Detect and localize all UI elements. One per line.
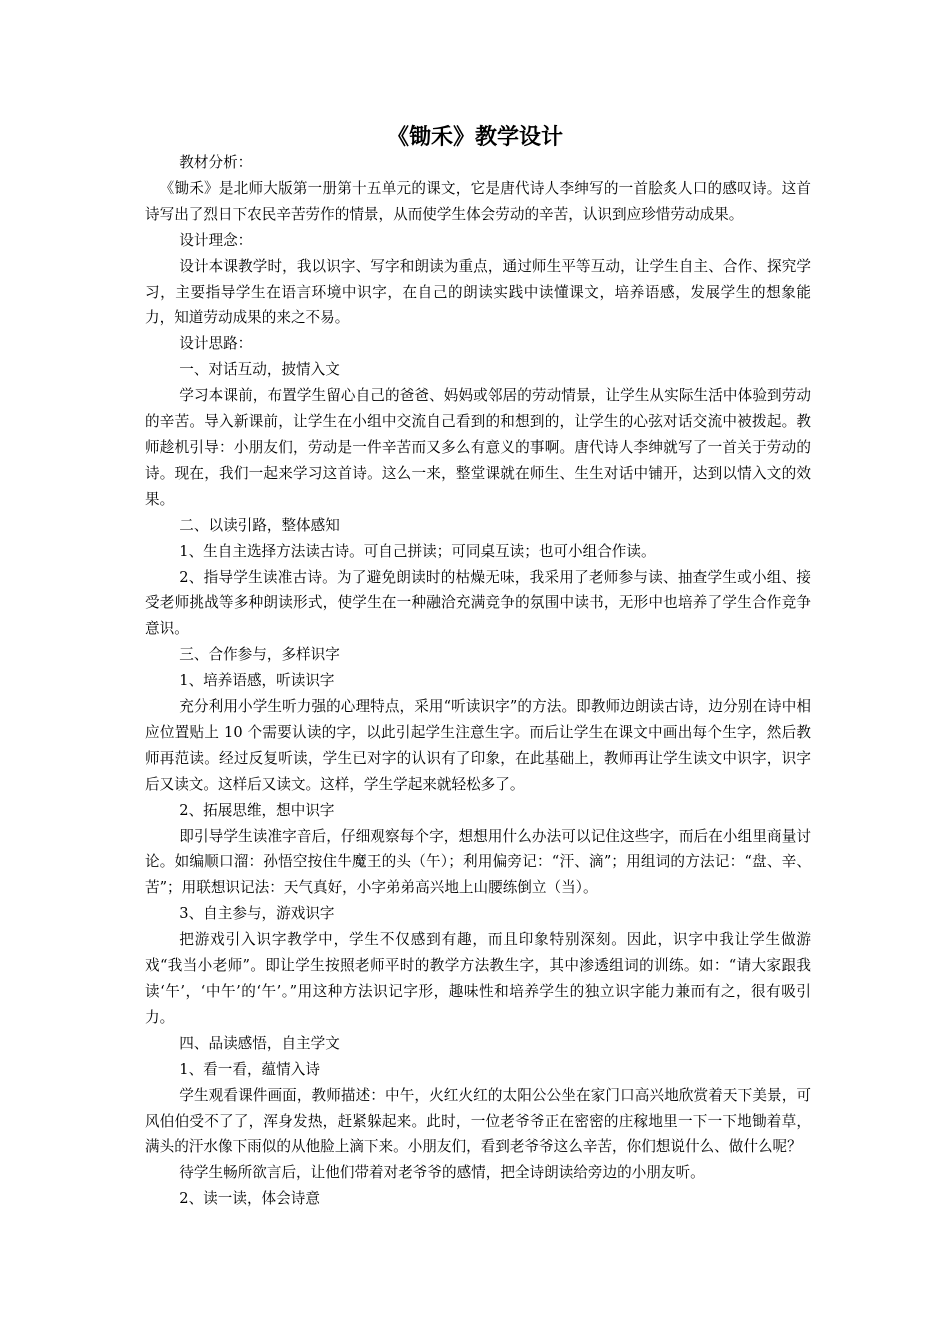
- paragraph: 设计本课教学时，我以识字、写字和朗读为重点，通过师生平等互动，让学生自主、合作、探究学习，主要指导学生在语言环境中识字，在自己的朗读实践中读懂课文，培养语感，发展学生的想象能力，知道劳动成果的来之不易。: [145, 257, 811, 327]
- paragraph: 充分利用小学生听力强的心理特点，采用“听读识字”的方法。即教师边朗读古诗，边分别在诗中相应位置贴上 10 个需要认读的字，以此引起学生注意生字。而后让学生在课文中画出每个生字，然后教师再范读。经过反复听读，学生已对字的认识有了印象，在此基础上，教师再让学生读文中识字，识字后又读文。这样后又读文。这样，学生学起来就轻松多了。: [145, 698, 811, 793]
- paragraph: 2、读一读，体会诗意: [179, 1190, 320, 1208]
- paragraph: 二、以读引路，整体感知: [179, 516, 340, 534]
- paragraph: 1、生自主选择方法读古诗。可自己拼读；可同桌互读；也可小组合作读。: [179, 542, 656, 560]
- paragraph: 2、指导学生读准古诗。为了避免朗读时的枯燥无味，我采用了老师参与读、抽查学生或小组、接受老师挑战等多种朗读形式，使学生在一种融洽充满竞争的氛围中读书，无形中也培养了学生合作竞争意识。: [145, 568, 811, 638]
- paragraph: 三、合作参与，多样识字: [179, 646, 340, 664]
- paragraph: 一、对话互动，披情入文: [179, 361, 340, 379]
- paragraph: 1、培养语感，听读识字: [179, 672, 335, 690]
- paragraph: 学习本课前，布置学生留心自己的爸爸、妈妈或邻居的劳动情景，让学生从实际生活中体验到劳动的辛苦。导入新课前，让学生在小组中交流自己看到的和想到的，让学生的心弦对话交流中被拨起。教师趁机引导：小朋友们，劳动是一件辛苦而又多么有意义的事啊。唐代诗人李绅就写了一首关于劳动的诗。现在，我们一起来学习这首诗。这么一来，整堂课就在师生、生生对话中铺开，达到以情入文的效果。: [145, 387, 811, 508]
- paragraph: 把游戏引入识字教学中，学生不仅感到有趣，而且印象特别深刻。因此，识字中我让学生做游戏“我当小老师”。即让学生按照老师平时的教学方法教生字，其中渗透组词的训练。如：“请大家跟我读‘午’，‘中午’的‘午’。”用这种方法识记字形，趣味性和培养学生的独立识字能力兼而有之，很有吸引力。: [145, 931, 811, 1026]
- document-body: [145, 150, 811, 1212]
- paragraph: 2、拓展思维，想中识字: [179, 801, 335, 819]
- paragraph: 教材分析：: [179, 154, 253, 171]
- paragraph: 待学生畅所欲言后，让他们带着对老爷爷的感情，把全诗朗读给旁边的小朋友听。: [179, 1164, 705, 1182]
- paragraph: 3、自主参与，游戏识字: [179, 905, 335, 923]
- paragraph: 《锄禾》是北师大版第一册第十五单元的课文，它是唐代诗人李绅写的一首脍炙人口的感叹诗。这首诗写出了烈日下农民辛苦劳作的情景，从而使学生体会劳动的辛苦，认识到应珍惜劳动成果。: [145, 179, 811, 223]
- paragraph: 设计理念：: [179, 231, 253, 249]
- paragraph: 设计思路：: [179, 335, 253, 353]
- document-title: 《锄禾》教学设计: [386, 125, 563, 150]
- paragraph: 1、看一看，蕴情入诗: [179, 1060, 320, 1078]
- paragraph: 即引导学生读准字音后，仔细观察每个字，想想用什么办法可以记住这些字，而后在小组里商量讨论。如编顺口溜：孙悟空按住牛魔王的头（午）；利用偏旁记：“汗、滴”；用组词的方法记：“盘、辛、苦”；用联想识记法：天气真好，小字弟弟高兴地上山腰练倒立（当）。: [145, 827, 811, 897]
- paragraph: 学生观看课件画面，教师描述：中午，火红火红的太阳公公坐在家门口高兴地欣赏着天下美景，可风伯伯受不了了，浑身发热，赶紧躲起来。此时，一位老爷爷正在密密的庄稼地里一下一下地锄着草，满头的汗水像下雨似的从他脸上滴下来。小朋友们，看到老爷爷这么辛苦，你们想说什么、做什么呢？: [145, 1086, 811, 1156]
- paragraph: 四、品读感悟，自主学文: [179, 1034, 340, 1052]
